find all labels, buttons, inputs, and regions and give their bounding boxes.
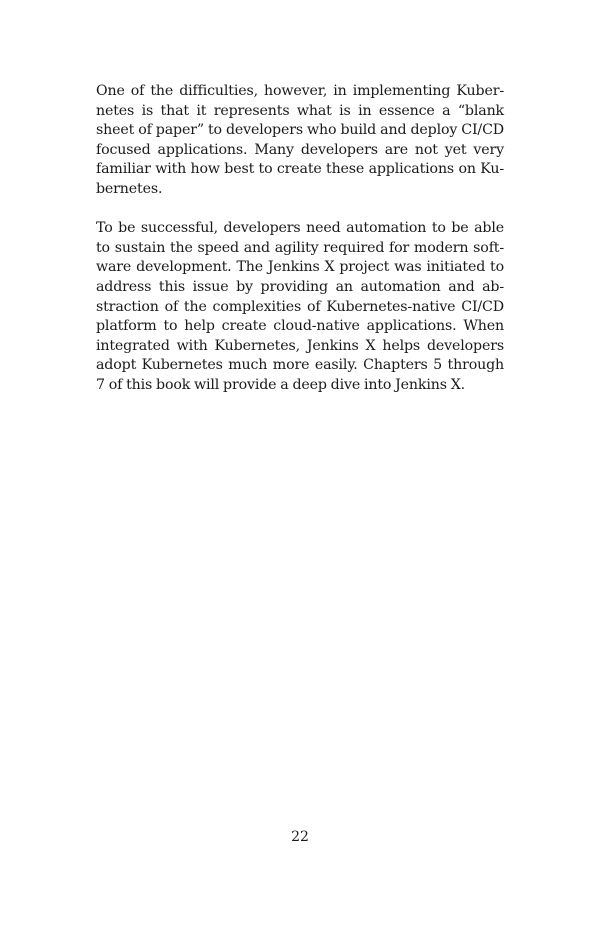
page-number: 22 xyxy=(291,829,309,845)
text-line: bernetes. xyxy=(96,180,163,197)
text-line: netes is that it represents what is in essence a “blank xyxy=(96,102,504,119)
text-line: To be successful, developers need automation to be able xyxy=(96,220,504,237)
text-line: platform to help create cloud-native applications. When xyxy=(96,318,504,335)
text-line: familiar with how best to create these applications on Ku- xyxy=(96,161,504,178)
text-line: to sustain the speed and agility required for modern soft- xyxy=(96,239,504,256)
paragraph-kubernetes-difficulties xyxy=(96,82,504,200)
text-line: focused applications. Many developers are not yet very xyxy=(96,141,504,158)
body-text xyxy=(96,82,504,396)
text-line: adopt Kubernetes much more easily. Chapters 5 through xyxy=(96,357,504,374)
text-line: address this issue by providing an automation and ab- xyxy=(96,278,504,295)
paragraph-spacer xyxy=(96,200,504,220)
text-line: sheet of paper” to developers who build and deploy CI/CD xyxy=(96,122,504,139)
text-line: straction of the complexities of Kubernetes-native CI/CD xyxy=(96,298,504,315)
text-line: integrated with Kubernetes, Jenkins X helps developers xyxy=(96,337,504,354)
text-line: 7 of this book will provide a deep dive into Jenkins X. xyxy=(96,376,466,393)
paragraph-jenkins-x xyxy=(96,219,504,395)
text-line: ware development. The Jenkins X project was initiated to xyxy=(96,259,504,276)
text-line: One of the difficulties, however, in implementing Kuber- xyxy=(96,83,504,99)
